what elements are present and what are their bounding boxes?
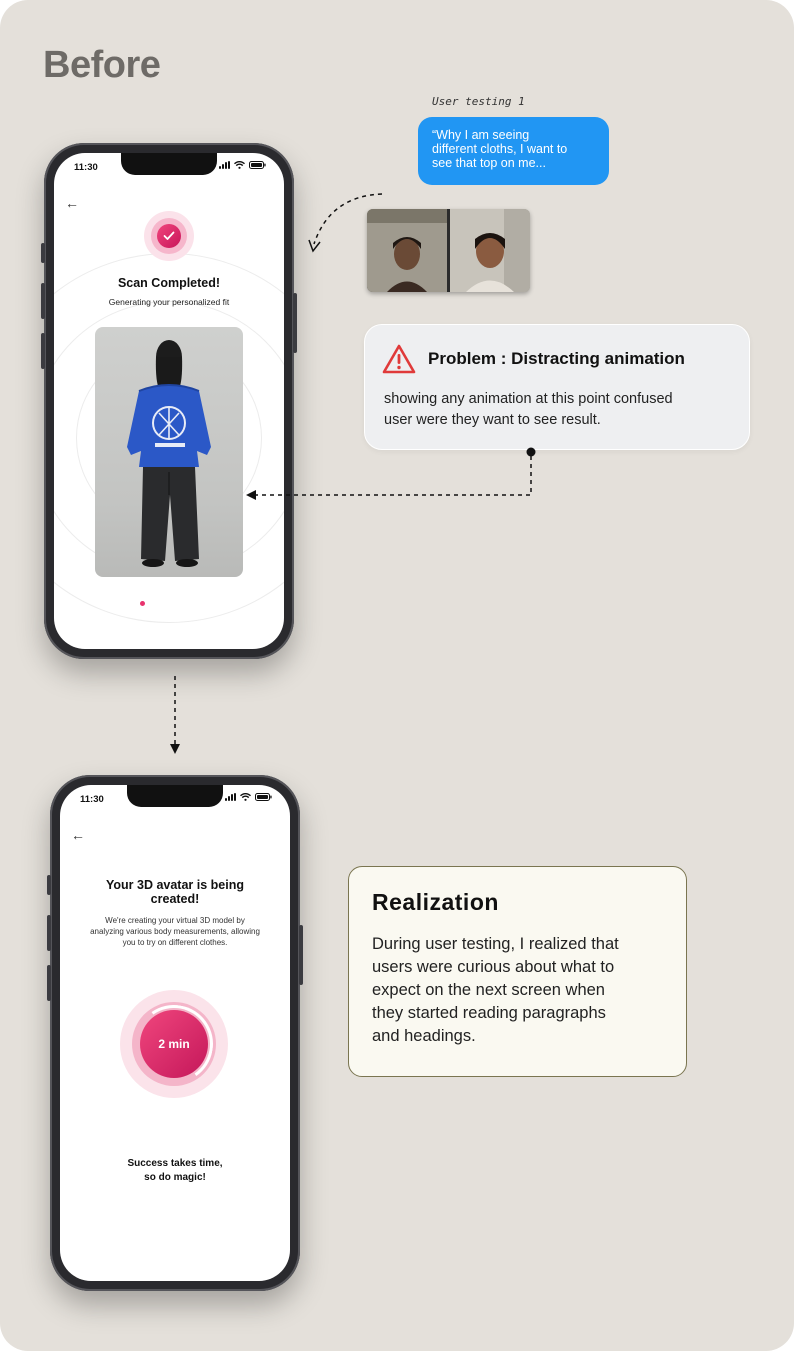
success-check-badge <box>144 211 194 261</box>
scan-title: Scan Completed! <box>117 276 221 290</box>
realization-title: Realization <box>372 889 499 915</box>
arrow-head-down <box>170 744 180 754</box>
quote-line1: “Why I am seeing <box>432 128 530 142</box>
problem-card <box>364 324 750 450</box>
avatar-body-line2: analyzing various body measurements, allowing <box>90 927 260 936</box>
check-icon <box>163 231 175 241</box>
avatar-body-line3: you to try on different clothes. <box>122 938 228 947</box>
problem-text-line1: showing any animation at this point confused <box>384 391 673 407</box>
wifi-icon <box>240 793 251 801</box>
problem-text-line2: user were they want to see result. <box>384 412 601 428</box>
phone-scan-completed <box>44 143 294 659</box>
realization-text-line2: users were curious about what to <box>372 958 615 976</box>
notch <box>127 785 223 807</box>
footer-line2: so do magic! <box>144 1172 206 1183</box>
user-testing-label: User testing 1 <box>432 95 525 108</box>
timer-ring-outer <box>120 990 228 1098</box>
status-time: 11:30 <box>80 794 104 805</box>
user-quote-bubble <box>418 117 609 185</box>
timer-label: 2 min <box>158 1037 190 1051</box>
progress-indicator-dot <box>140 601 145 606</box>
battery-icon <box>255 793 272 801</box>
signal-icon <box>225 793 236 801</box>
avatar-title-line2: created! <box>150 892 200 906</box>
video-tile-participant-1 <box>367 209 447 292</box>
timer-circle <box>140 1010 208 1078</box>
footer-line1: Success takes time, <box>127 1158 223 1169</box>
section-title: Before <box>43 44 161 86</box>
phone-screen <box>60 785 290 1281</box>
status-time: 11:30 <box>74 162 98 173</box>
quote-line2: different cloths, I want to <box>432 142 568 156</box>
wifi-icon <box>234 161 245 169</box>
realization-text-line1: During user testing, I realized that <box>372 935 619 953</box>
signal-icon <box>219 161 230 169</box>
warning-icon <box>381 343 417 375</box>
avatar-body-line1: We're creating your virtual 3D model by <box>105 916 245 925</box>
status-icons <box>219 161 266 169</box>
problem-title: Problem : Distracting animation <box>428 349 685 368</box>
phone-screen <box>54 153 284 649</box>
battery-icon <box>249 161 266 169</box>
quote-line3: see that top on me... <box>432 156 546 170</box>
problem-dashed-connector <box>254 456 531 495</box>
realization-text-line3: expect on the next screen when <box>372 981 605 999</box>
notch <box>121 153 217 175</box>
realization-text-line4: they started reading paragraphs <box>372 1004 606 1022</box>
scan-photo <box>95 327 243 577</box>
person-back-photo <box>95 327 243 577</box>
back-arrow-icon[interactable]: ← <box>71 827 85 843</box>
user-testing-video-call <box>367 209 530 292</box>
back-arrow-icon[interactable]: ← <box>65 195 79 211</box>
status-icons <box>225 793 272 801</box>
scan-subtitle: Generating your personalized fit <box>108 297 230 307</box>
phone-avatar-creating <box>50 775 300 1291</box>
avatar-title-line1: Your 3D avatar is being <box>105 878 244 892</box>
realization-text-line5: and headings. <box>372 1027 476 1045</box>
realization-card <box>348 866 687 1077</box>
video-tile-participant-2 <box>450 209 530 292</box>
